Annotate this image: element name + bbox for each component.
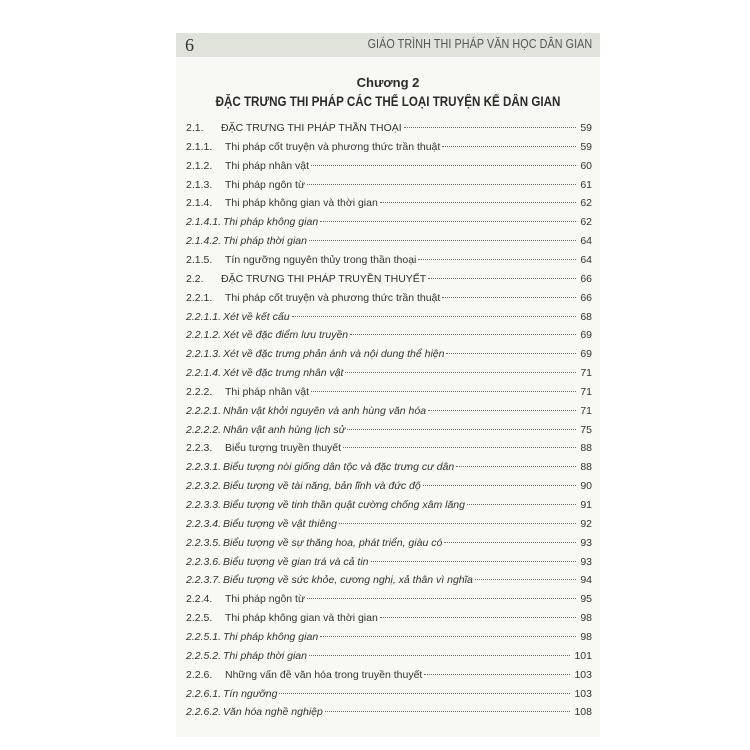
toc-entry-number: 2.2.4. xyxy=(186,593,213,606)
toc-leader-dots xyxy=(475,579,576,580)
toc-leader-dots xyxy=(320,636,576,637)
toc-entry-page: 69 xyxy=(580,329,592,342)
toc-entry-title: Thi pháp không gian và thời gian xyxy=(225,609,576,627)
toc-entry-title: Biểu tượng truyền thuyết xyxy=(225,439,576,457)
toc-leader-dots xyxy=(423,485,576,486)
toc-leader-dots xyxy=(309,240,576,241)
toc-entry-number: 2.2.1. xyxy=(186,291,213,304)
toc-entry-number: 2.2. xyxy=(186,272,204,285)
toc-entry xyxy=(176,402,600,420)
toc-leader-dots xyxy=(325,711,570,712)
toc-entry xyxy=(176,364,600,382)
toc-entry xyxy=(176,194,600,212)
toc-entry-title: Thi pháp không gian xyxy=(223,628,576,646)
toc-entry-title: Thi pháp nhân vật xyxy=(225,383,576,401)
toc-entry-number: 2.2.5.2. xyxy=(186,649,222,662)
toc-leader-dots xyxy=(309,655,570,656)
toc-entry xyxy=(176,609,600,627)
toc-entry xyxy=(176,345,600,363)
toc-entry-number: 2.1.4.1. xyxy=(186,216,222,229)
toc-entry xyxy=(176,289,600,307)
toc-entry-page: 98 xyxy=(580,612,592,625)
toc-entry xyxy=(176,213,600,231)
toc-entry xyxy=(176,477,600,495)
toc-entry-page: 103 xyxy=(574,687,592,700)
toc-entry-title: ĐẶC TRƯNG THI PHÁP TRUYỀN THUYẾT xyxy=(221,270,576,288)
toc-leader-dots xyxy=(380,202,576,203)
toc-entry-number: 2.1. xyxy=(186,122,204,134)
toc-entry-page: 71 xyxy=(580,385,592,398)
toc-entry-number: 2.2.2.1. xyxy=(186,404,222,417)
toc-entry-number: 2.2.3. xyxy=(186,442,213,455)
toc-entry xyxy=(176,176,600,194)
toc-entry xyxy=(176,326,600,344)
toc-leader-dots xyxy=(380,617,576,618)
toc-entry-number: 2.2.1.2. xyxy=(186,329,222,342)
toc-entry-number: 2.2.3.7. xyxy=(186,574,222,587)
toc-entry xyxy=(176,439,600,457)
page-number: 6 xyxy=(185,35,194,55)
toc-entry-number: 2.2.3.5. xyxy=(186,536,222,549)
toc-entry-number: 2.2.5. xyxy=(186,612,213,625)
toc-entry-number: 2.1.1. xyxy=(186,140,213,153)
toc-entry-title: Thi pháp cốt truyện và phương thức trần thuật xyxy=(225,289,576,307)
toc-entry xyxy=(176,590,600,608)
toc-entry-page: 88 xyxy=(580,461,592,474)
toc-leader-dots xyxy=(371,561,576,562)
toc-entry xyxy=(176,138,600,156)
toc-entry-number: 2.2.1.1. xyxy=(186,310,222,323)
toc-entry-title: Thi pháp thời gian xyxy=(223,647,570,665)
toc-entry-page: 71 xyxy=(580,404,592,417)
toc-entry-page: 90 xyxy=(580,480,592,493)
toc-entry xyxy=(176,571,600,589)
toc-entry-page: 98 xyxy=(580,630,592,643)
toc-entry-number: 2.1.4. xyxy=(186,197,213,210)
toc-entry-page: 60 xyxy=(580,159,592,172)
toc-entry xyxy=(176,383,600,401)
toc-entry-title: Biểu tượng về gian trá và cả tin xyxy=(223,553,576,571)
toc-entry-page: 71 xyxy=(580,367,592,380)
toc-entry-number: 2.2.3.2. xyxy=(186,480,222,493)
toc-leader-dots xyxy=(320,221,576,222)
toc-entry-number: 2.1.3. xyxy=(186,178,213,191)
toc-entry xyxy=(176,251,600,269)
toc-entry-title: Xét về đặc trưng nhân vật xyxy=(223,364,576,382)
toc-entry-page: 61 xyxy=(580,178,592,191)
toc-entry-title: Biểu tượng nòi giống dân tộc và đặc trưng cư dân xyxy=(223,458,576,476)
toc-entry-title: Thi pháp ngôn từ xyxy=(225,590,576,608)
toc-entry-title: Tín ngưỡng xyxy=(223,685,570,703)
toc-leader-dots xyxy=(444,542,576,543)
toc-leader-dots xyxy=(307,598,576,599)
toc-entry-number: 2.2.2. xyxy=(186,385,213,398)
toc-entry xyxy=(176,515,600,533)
toc-entry-title: Biểu tượng về sức khỏe, cương nghị, xả thân vì nghĩa xyxy=(223,571,576,589)
toc-entry-page: 95 xyxy=(580,593,592,606)
toc-entry-page: 101 xyxy=(574,649,592,662)
toc-entry-number: 2.2.3.1. xyxy=(186,461,222,474)
toc-entry-page: 75 xyxy=(580,423,592,436)
toc-entry xyxy=(176,458,600,476)
toc-entry xyxy=(176,421,600,439)
toc-leader-dots xyxy=(345,372,576,373)
toc-entry-number: 2.2.3.4. xyxy=(186,517,222,530)
toc-entry-number: 2.2.3.3. xyxy=(186,499,222,511)
toc-entry-page: 88 xyxy=(580,442,592,455)
book-page xyxy=(176,33,600,737)
toc-entry-number: 2.2.1.3. xyxy=(186,348,222,361)
toc-entry-page: 92 xyxy=(580,517,592,530)
toc-entry xyxy=(176,496,600,514)
toc-entry-number: 2.2.6.1. xyxy=(186,687,222,700)
toc-entry-title: Nhân vật anh hùng lịch sử xyxy=(223,421,576,439)
toc-entry-page: 93 xyxy=(580,536,592,549)
toc-entry-number: 2.2.5.1. xyxy=(186,630,222,643)
toc-entry-page: 59 xyxy=(580,122,592,134)
toc-leader-dots xyxy=(343,447,576,448)
toc-entry-title: Biểu tượng về tinh thần quật cường chống xâm lăng xyxy=(223,496,576,514)
toc-entry-page: 108 xyxy=(574,706,592,719)
toc-entry-title: Biểu tượng về vật thiêng xyxy=(223,515,576,533)
toc-entry-page: 66 xyxy=(580,291,592,304)
toc-entry-number: 2.1.2. xyxy=(186,159,213,172)
toc-leader-dots xyxy=(446,353,576,354)
toc-entry-title: Xét về đặc điểm lưu truyền xyxy=(223,326,576,344)
toc-leader-dots xyxy=(467,504,576,505)
toc-leader-dots xyxy=(292,316,576,317)
toc-entry-title: ĐẶC TRƯNG THI PHÁP THẦN THOẠI xyxy=(221,119,576,137)
toc-entry-number: 2.2.1.4. xyxy=(186,367,222,380)
toc-entry-page: 64 xyxy=(580,253,592,266)
toc-entry xyxy=(176,685,600,703)
toc-entry-title: Những vấn đề văn hóa trong truyền thuyết xyxy=(225,666,570,684)
toc-entry xyxy=(176,534,600,552)
toc-entry-title: Thi pháp không gian và thời gian xyxy=(225,194,576,212)
toc-entry-title: Nhân vật khởi nguyên và anh hùng văn hóa xyxy=(223,402,576,420)
toc-leader-dots xyxy=(347,429,576,430)
toc-entry-title: Thi pháp nhân vật xyxy=(225,157,576,175)
toc-entry-title: Xét về kết cấu xyxy=(223,308,576,326)
toc-entry-title: Thi pháp không gian xyxy=(223,213,576,231)
toc-entry-page: 59 xyxy=(580,140,592,153)
toc-leader-dots xyxy=(404,127,576,128)
toc-entry-page: 103 xyxy=(574,668,592,681)
toc-leader-dots xyxy=(428,278,576,279)
toc-entry xyxy=(176,703,600,721)
toc-entry-page: 94 xyxy=(580,574,592,587)
toc-entry xyxy=(176,308,600,326)
toc-entry-number: 2.2.6. xyxy=(186,668,213,681)
toc-entry xyxy=(176,628,600,646)
toc-entry-title: Biểu tượng về tài năng, bản lĩnh và đức độ xyxy=(223,477,576,495)
toc-entry-title: Tín ngưỡng nguyên thủy trong thần thoại xyxy=(225,251,576,269)
toc-entry-title: Xét về đặc trưng phản ánh và nội dung thể hiện xyxy=(223,345,576,363)
toc-entry-page: 62 xyxy=(580,197,592,210)
toc-entry xyxy=(176,666,600,684)
toc-leader-dots xyxy=(279,693,570,694)
toc-entry-page: 66 xyxy=(580,272,592,285)
toc-entry-page: 91 xyxy=(580,499,592,511)
toc-entry-title: Thi pháp cốt truyện và phương thức trần thuật xyxy=(225,138,576,156)
toc-entry-number: 2.1.4.2. xyxy=(186,235,222,248)
toc-entry-title: Văn hóa nghề nghiệp xyxy=(223,703,570,721)
toc-entry-page: 64 xyxy=(580,235,592,248)
chapter-title: ĐẶC TRƯNG THI PHÁP CÁC THỂ LOẠI TRUYỆN KỂ DÂN GIAN xyxy=(215,94,561,109)
toc-entry-title: Thi pháp ngôn từ xyxy=(225,176,576,194)
toc-leader-dots xyxy=(424,674,570,675)
toc-leader-dots xyxy=(307,184,576,185)
toc-entry xyxy=(176,553,600,571)
toc-entry-page: 69 xyxy=(580,348,592,361)
toc-leader-dots xyxy=(339,523,576,524)
toc-entry-page: 93 xyxy=(580,555,592,568)
toc-leader-dots xyxy=(311,391,576,392)
book-title: GIÁO TRÌNH THI PHÁP VĂN HỌC DÂN GIAN xyxy=(367,37,592,51)
toc-entry-title: Biểu tượng về sự thăng hoa, phát triển, giàu có xyxy=(223,534,576,552)
toc-entry xyxy=(176,157,600,175)
toc-leader-dots xyxy=(442,297,576,298)
toc-entry-number: 2.2.6.2. xyxy=(186,706,222,719)
toc-leader-dots xyxy=(428,410,576,411)
toc-entry xyxy=(176,647,600,665)
toc-entry xyxy=(176,119,600,137)
toc-entry-number: 2.1.5. xyxy=(186,253,213,266)
toc-leader-dots xyxy=(442,146,576,147)
toc-leader-dots xyxy=(311,165,576,166)
toc-entry xyxy=(176,270,600,288)
toc-entry-title: Thi pháp thời gian xyxy=(223,232,576,250)
toc-leader-dots xyxy=(350,334,576,335)
toc-entry-page: 62 xyxy=(580,216,592,229)
toc-entry xyxy=(176,232,600,250)
toc-leader-dots xyxy=(456,466,576,467)
chapter-label: Chương 2 xyxy=(356,75,420,90)
toc-leader-dots xyxy=(418,259,576,260)
toc-entry-number: 2.2.2.2. xyxy=(186,423,222,436)
toc-entry-page: 68 xyxy=(580,310,592,323)
toc-entry-number: 2.2.3.6. xyxy=(186,555,222,568)
page-header xyxy=(176,33,600,57)
